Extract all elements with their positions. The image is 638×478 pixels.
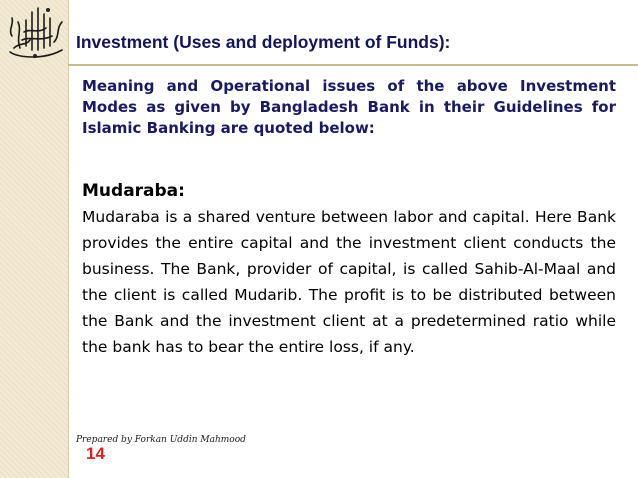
title-divider (68, 64, 638, 66)
section-body: Mudaraba is a shared venture between labor and capital. Here Bank provides the entire capital and the investment client conducts the business. The Bank, provider of capital, is called Sahib-Al-Maal and the client is called Mudarib. The profit is to be distributed between the Bank and the investment client at a predetermined ratio while the bank has to bear the entire loss, if any. (82, 208, 616, 356)
slide-number: 14 (86, 444, 105, 463)
intro-paragraph: Meaning and Operational issues of the above Investment Modes as given by Bangladesh Bank in their Guidelines for Islamic Banking are quoted below: (82, 77, 616, 137)
section-heading: Mudaraba: (82, 181, 185, 201)
left-decorative-stripe (0, 0, 69, 478)
arabic-calligraphy-logo-icon (4, 2, 68, 64)
footer-credit: Prepared by Forkan Uddin Mahmood (76, 435, 246, 445)
slide-title: Investment (Uses and deployment of Funds): (76, 32, 451, 52)
